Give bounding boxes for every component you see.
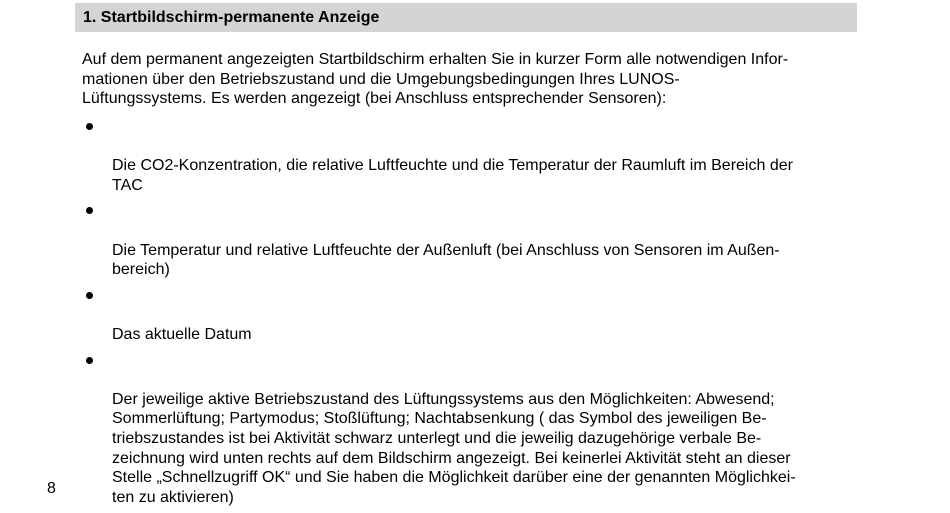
- bullet-icon: [86, 207, 93, 214]
- list-item: [82, 286, 857, 345]
- list-item: [82, 117, 857, 195]
- bullet-icon: [86, 123, 93, 130]
- page-number: 8: [47, 480, 56, 497]
- list-item-text: Die CO2-Konzentration, die relative Luftfeuchte und die Temperatur der Raumluft im Bereich der TAC: [112, 157, 793, 194]
- list-item: [82, 201, 857, 279]
- bullet-icon: [86, 357, 93, 364]
- list-item-text: Das aktuelle Datum: [112, 325, 252, 343]
- section-heading: 1. Startbildschirm-permanente Anzeige: [75, 3, 857, 32]
- feature-list: [82, 117, 857, 513]
- list-item-text: Der jeweilige aktive Betriebszustand des Lüftungssystems aus den Möglichkeiten: Abwesend; Sommerlüftung; Partymodus; Stoßlüftung; Nachtabsenkung ( das Symbol des jeweiligen Be- triebszustandes ist bei Aktivität schwarz unterlegt und die jeweilig dazugehörige verbale Be- zeichnung wird unten rechts auf dem Bildschirm angezeigt. Bei keinerlei Aktivität steht an dieser Stelle „Schnellzugriff OK“ und Sie haben die Möglichkeit darüber eine der genannten Möglichkei- ten zu aktivieren): [112, 390, 796, 506]
- intro-paragraph: Auf dem permanent angezeigten Startbildschirm erhalten Sie in kurzer Form alle notwendigen Infor- mationen über den Betriebszustand und die Umgebungsbedingungen Ihres LUNOS- Lüftungssystems. Es werden angezeigt (bei Anschluss entsprechender Sensoren):: [82, 51, 789, 108]
- bullet-icon: [86, 292, 93, 299]
- list-item-text: Die Temperatur und relative Luftfeuchte der Außenluft (bei Anschluss von Sensoren im Außen- bereich): [112, 241, 780, 279]
- list-item: [82, 351, 857, 508]
